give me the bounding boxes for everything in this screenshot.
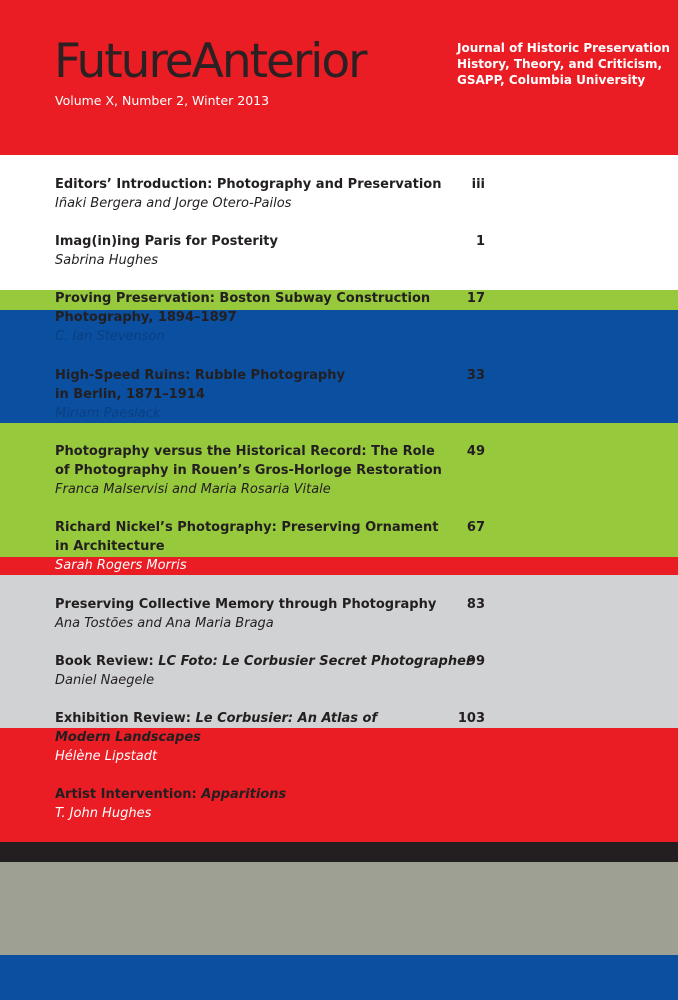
entry-title-italic: Le Corbusier: An Atlas of (195, 711, 378, 726)
journal-line: History, Theory, and Criticism, (457, 57, 663, 71)
entry-title-italic: Modern Landscapes (55, 730, 201, 745)
entry-page-number: 17 (466, 291, 485, 306)
entry-author: Sarah Rogers Morris (55, 558, 187, 573)
entry-author: Miriam Paeslack (55, 406, 161, 421)
toc-entry-editors-introduction[interactable] (55, 175, 485, 213)
entry-title-line: Richard Nickel’s Photography: Preserving Ornament (55, 520, 439, 535)
entry-title (55, 785, 485, 804)
entry-page-number: 33 (466, 368, 485, 383)
entry-title-line: in Architecture (55, 539, 165, 554)
toc-entry-high-speed-ruins[interactable] (55, 366, 485, 423)
entry-title-line: Photography versus the Historical Record: The Role (55, 444, 435, 459)
entry-title (55, 366, 485, 404)
toc-entry-proving-preservation[interactable] (55, 289, 485, 346)
toc-entry-richard-nickel[interactable] (55, 518, 485, 575)
entry-title-line: of Photography in Rouen’s Gros-Horloge Restoration (55, 463, 442, 478)
issue-info: Volume X, Number 2, Winter 2013 (55, 93, 270, 108)
entry-title-line: High-Speed Ruins: Rubble Photography (55, 368, 345, 383)
entry-page-number: 83 (466, 597, 485, 612)
entry-page-number: 103 (457, 711, 485, 726)
entry-page-number: iii (471, 177, 485, 192)
journal-description (457, 40, 670, 88)
entry-title-prefix: Book Review: (55, 654, 159, 669)
entry-author: Daniel Naegele (55, 673, 155, 688)
entry-title-italic: LC Foto: Le Corbusier Secret Photographer (158, 654, 473, 669)
entry-author: C. Ian Stevenson (55, 329, 165, 344)
toc-entry-collective-memory[interactable] (55, 595, 485, 633)
black-band (0, 842, 678, 862)
journal-line: GSAPP, Columbia University (457, 73, 646, 87)
entry-title-line: Proving Preservation: Boston Subway Construction (55, 291, 431, 306)
entry-author: Hélène Lipstadt (55, 749, 158, 764)
toc-entry-imagining-paris[interactable] (55, 232, 485, 270)
entry-title-line: Photography, 1894–1897 (55, 310, 237, 325)
entry-title-italic: Apparitions (201, 787, 287, 802)
toc-entry-book-review[interactable] (55, 652, 485, 690)
gray-green-band (0, 862, 678, 955)
journal-line: Journal of Historic Preservation (457, 41, 670, 55)
entry-title-line: Preserving Collective Memory through Photography (55, 597, 437, 612)
entry-title-line: Editors’ Introduction: Photography and Preservation (55, 177, 442, 192)
entry-author: Iñaki Bergera and Jorge Otero-Pailos (55, 196, 292, 211)
blue-band-bottom (0, 955, 678, 1000)
toc-entry-artist-intervention[interactable] (55, 785, 485, 823)
entry-title (55, 442, 485, 480)
entry-title-line: in Berlin, 1871–1914 (55, 387, 205, 402)
toc-entry-exhibition-review[interactable] (55, 709, 485, 766)
toc-entry-photography-vs-record[interactable] (55, 442, 485, 499)
entry-page-number: 49 (466, 444, 485, 459)
journal-logo: FutureAnterior (54, 34, 366, 89)
entry-title-line: Imag(in)ing Paris for Posterity (55, 234, 278, 249)
entry-title (55, 709, 485, 747)
entry-title-prefix: Exhibition Review: (55, 711, 196, 726)
entry-title-prefix: Artist Intervention: (55, 787, 202, 802)
entry-title (55, 175, 485, 194)
entry-page-number: 1 (475, 234, 485, 249)
entry-title (55, 289, 485, 327)
entry-page-number: 67 (466, 520, 485, 535)
entry-author: Ana Tostões and Ana Maria Braga (55, 616, 274, 631)
entry-title (55, 595, 485, 614)
entry-author: T. John Hughes (55, 806, 152, 821)
entry-author: Sabrina Hughes (55, 253, 159, 268)
entry-title (55, 652, 485, 671)
entry-page-number: 99 (466, 654, 485, 669)
entry-title (55, 232, 485, 251)
entry-author: Franca Malservisi and Maria Rosaria Vitale (55, 482, 331, 497)
entry-title (55, 518, 485, 556)
